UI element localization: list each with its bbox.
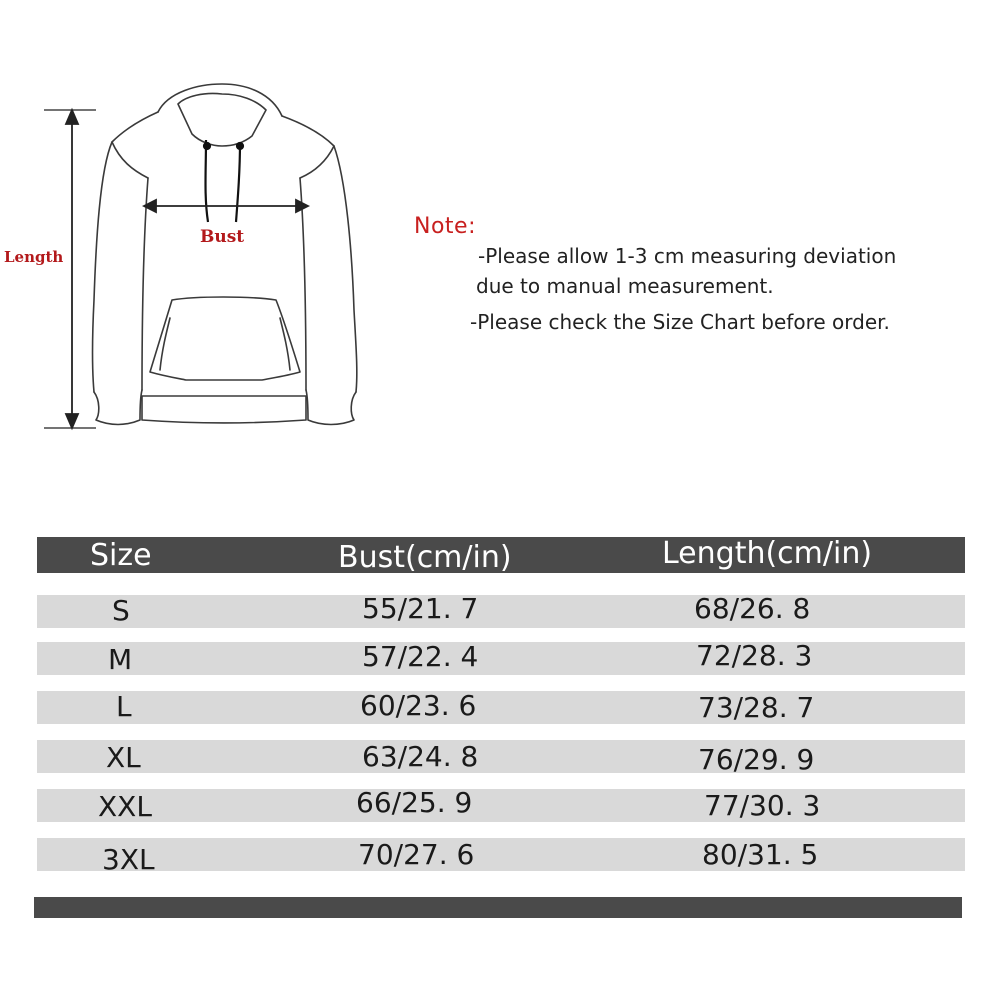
cell-size: L <box>116 690 132 723</box>
cell-size: S <box>112 594 130 627</box>
cell-bust: 63/24. 8 <box>362 740 479 773</box>
table-row <box>37 642 965 675</box>
cell-size: M <box>108 643 133 676</box>
length-label: Length <box>4 248 64 266</box>
cell-bust: 55/21. 7 <box>362 592 479 625</box>
note-line: -Please check the Size Chart before order. <box>470 310 890 334</box>
note-line: -Please allow 1-3 cm measuring deviation <box>478 244 897 268</box>
cell-length: 73/28. 7 <box>698 691 815 724</box>
cell-size: XXL <box>98 790 152 823</box>
cell-length: 68/26. 8 <box>694 592 811 625</box>
bust-label: Bust <box>200 227 245 247</box>
cell-size: XL <box>106 741 141 774</box>
note-line: due to manual measurement. <box>476 274 774 298</box>
cell-bust: 57/22. 4 <box>362 640 479 673</box>
note-title: Note: <box>414 214 476 239</box>
table-row <box>37 740 965 773</box>
table-footer <box>34 897 962 918</box>
cell-length: 76/29. 9 <box>698 743 815 776</box>
header-size: Size <box>90 538 152 573</box>
table-row <box>37 838 965 871</box>
cell-length: 80/31. 5 <box>702 838 819 871</box>
cell-size: 3XL <box>102 843 155 876</box>
header-bust: Bust(cm/in) <box>338 540 512 575</box>
table-row <box>37 691 965 724</box>
table-row <box>37 595 965 628</box>
header-length: Length(cm/in) <box>662 536 873 571</box>
cell-bust: 60/23. 6 <box>360 689 477 722</box>
cell-bust: 66/25. 9 <box>356 786 473 819</box>
table-row <box>37 789 965 822</box>
cell-length: 77/30. 3 <box>704 789 821 822</box>
cell-length: 72/28. 3 <box>696 639 813 672</box>
cell-bust: 70/27. 6 <box>358 838 475 871</box>
